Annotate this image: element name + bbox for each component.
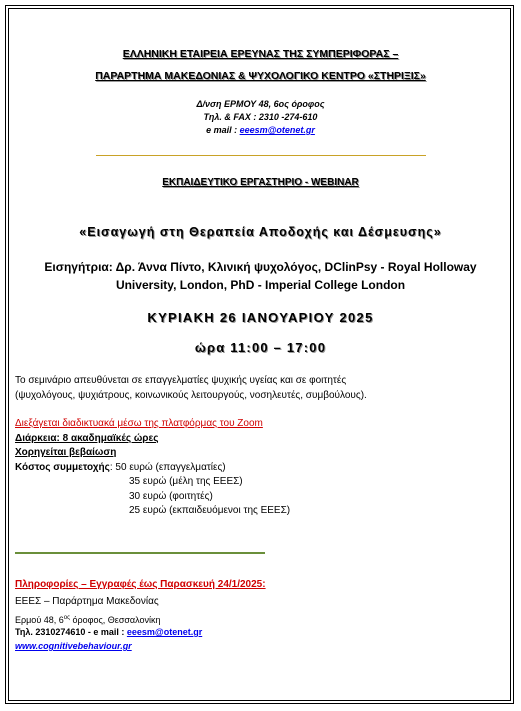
header-divider — [96, 155, 426, 156]
contact-email-line — [0, 124, 521, 137]
platform-note: Διεξάγεται διαδικτυακά μέσω της πλατφόρμας του Zoom — [15, 418, 263, 429]
audience-line1: Το σεμινάριο απευθύνεται σε επαγγελματίες ψυχικής υγείας και σε φοιτητές — [15, 375, 347, 386]
details-block — [15, 417, 510, 519]
cost-members: 35 ευρώ (μέλη της ΕΕΕΣ) — [129, 476, 243, 487]
cost-line-1 — [15, 461, 510, 476]
footer-block — [15, 578, 510, 609]
speaker-line1: Εισηγήτρια: Δρ. Άννα Πίντο, Κλινική ψυχολόγος, DClinPsy - Royal Holloway — [44, 260, 477, 274]
speaker-line2: University, London, PhD - Imperial College London — [115, 278, 406, 292]
cost-students: 30 ευρώ (φοιτητές) — [129, 490, 213, 502]
registration-info: Πληροφορίες – Εγγραφές έως Παρασκευή 24/1/2025: — [15, 579, 266, 590]
branch-name: ΕΕΕΣ – Παράρτημα Μακεδονίας — [15, 595, 159, 607]
website-link[interactable]: www.cognitivebehaviour.gr — [15, 641, 132, 651]
cost-trainees: 25 ευρώ (εκπαιδευόμενοι της ΕΕΕΣ) — [129, 505, 291, 516]
footer-address-sup: ος — [63, 615, 70, 621]
footer-address-street: Ερμού 48, 6 — [15, 615, 64, 625]
audience-line2: (ψυχολόγους, ψυχιάτρους, κοινωνικούς λειτουργούς, νοσηλευτές, συμβούλους). — [15, 389, 367, 401]
footer-divider — [15, 552, 265, 554]
cost-label: Κόστος συμμετοχής — [15, 461, 110, 473]
contact-phone: Τηλ. & FAX : 2310 -274-610 — [203, 112, 318, 122]
footer-phone: Τηλ. 2310274610 - e mail : — [15, 627, 127, 637]
cost-professionals: : 50 ευρώ (επαγγελματίες) — [109, 461, 226, 473]
org-name-line1: ΕΛΛΗΝΙΚΗ ΕΤΑΙΡΕΙΑ ΕΡΕΥΝΑΣ ΤΗΣ ΣΥΜΠΕΡΙΦΟΡΑΣ – — [122, 48, 399, 60]
event-date: ΚΥΡΙΑΚΗ 26 ΙΑΝΟΥΑΡΙΟΥ 2025 — [147, 310, 374, 325]
event-time: ώρα 11:00 – 17:00 — [194, 340, 327, 355]
event-type: ΕΚΠΑΙΔΕΥΤΙΚΟ ΕΡΓΑΣΤΗΡΙΟ - WEBINAR — [162, 177, 359, 188]
event-title: «Εισαγωγή στη Θεραπεία Αποδοχής και Δέσμευσης» — [79, 225, 442, 239]
contact-address: Δ/νση ΕΡΜΟΥ 48, 6ος όροφος — [196, 99, 325, 109]
audience-text — [15, 374, 510, 403]
contact-email-link[interactable]: eeesm@otenet.gr — [239, 125, 315, 135]
footer-contact-line — [15, 625, 510, 639]
org-name-line2: ΠΑΡΑΡΤΗΜΑ ΜΑΚΕΔΟΝΙΑΣ & ΨΥΧΟΛΟΓΙΚΟ ΚΕΝΤΡΟ «ΣΤΗΡΙΞΙΣ» — [95, 70, 426, 82]
certificate-note: Χορηγείται βεβαίωση — [15, 447, 117, 458]
footer-email-link[interactable]: eeesm@otenet.gr — [126, 627, 203, 637]
duration-note: Διάρκεια: 8 ακαδημαϊκές ώρες — [15, 432, 159, 444]
contact-email-label: e mail : — [206, 125, 240, 135]
footer-address-city: όροφος, Θεσσαλονίκη — [70, 615, 161, 625]
